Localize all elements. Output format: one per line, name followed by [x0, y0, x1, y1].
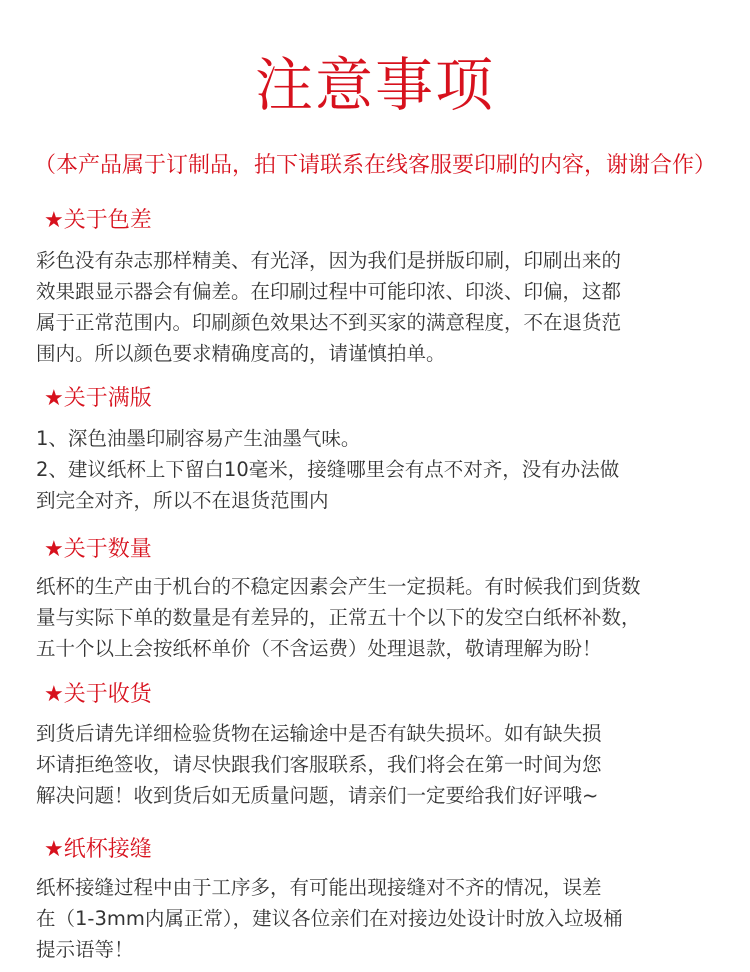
- section-body-full-print: [36, 423, 726, 516]
- body-line: 1、深色油墨印刷容易产生油墨气味。: [36, 427, 361, 450]
- body-line: 到完全对齐，所以不在退货范围内: [36, 489, 329, 512]
- body-line: 彩色没有杂志那样精美、有光泽，因为我们是拼版印刷，印刷出来的: [36, 249, 622, 272]
- body-line: 坏请拒绝签收，请尽快跟我们客服联系，我们将会在第一时间为您: [36, 753, 602, 776]
- body-line: 量与实际下单的数量是有差异的，正常五十个以下的发空白纸杯补数，: [36, 606, 641, 629]
- section-heading-full-print: ★关于满版: [44, 386, 152, 411]
- body-line: 属于正常范围内。印刷颜色效果达不到买家的满意程度，不在退货范: [36, 311, 622, 334]
- body-line: 解决问题！收到货后如无质量问题，请亲们一定要给我们好评哦~: [36, 784, 599, 807]
- section-body-cup-seam: [36, 872, 726, 965]
- section-heading-color-difference: ★关于色差: [44, 208, 152, 233]
- body-line: 提示语等！: [36, 938, 134, 961]
- body-line: 到货后请先详细检验货物在运输途中是否有缺失损坏。如有缺失损: [36, 722, 602, 745]
- body-line: 效果跟显示器会有偏差。在印刷过程中可能印浓、印淡、印偏，这都: [36, 280, 622, 303]
- section-body-color-difference: [36, 245, 726, 369]
- body-line: 纸杯的生产由于机台的不稳定因素会产生一定损耗。有时候我们到货数: [36, 575, 641, 598]
- section-body-quantity: [36, 571, 726, 664]
- body-line: 五十个以上会按纸杯单价（不含运费）处理退款，敬请理解为盼！: [36, 637, 602, 660]
- section-heading-quantity: ★关于数量: [44, 537, 152, 562]
- section-heading-receiving: ★关于收货: [44, 682, 152, 707]
- body-line: 纸杯接缝过程中由于工序多，有可能出现接缝对不齐的情况，误差: [36, 876, 602, 899]
- section-heading-cup-seam: ★纸杯接缝: [44, 837, 152, 862]
- page-subtitle: （本产品属于订制品，拍下请联系在线客服要印刷的内容，谢谢合作）: [33, 153, 716, 178]
- page-title: 注意事项: [254, 51, 495, 119]
- body-line: 在（1-3mm内属正常），建议各位亲们在对接边处设计时放入垃圾桶: [36, 907, 623, 930]
- section-body-receiving: [36, 718, 726, 811]
- body-line: 2、建议纸杯上下留白10毫米，接缝哪里会有点不对齐，没有办法做: [36, 458, 620, 481]
- body-line: 围内。所以颜色要求精确度高的，请谨慎拍单。: [36, 342, 446, 365]
